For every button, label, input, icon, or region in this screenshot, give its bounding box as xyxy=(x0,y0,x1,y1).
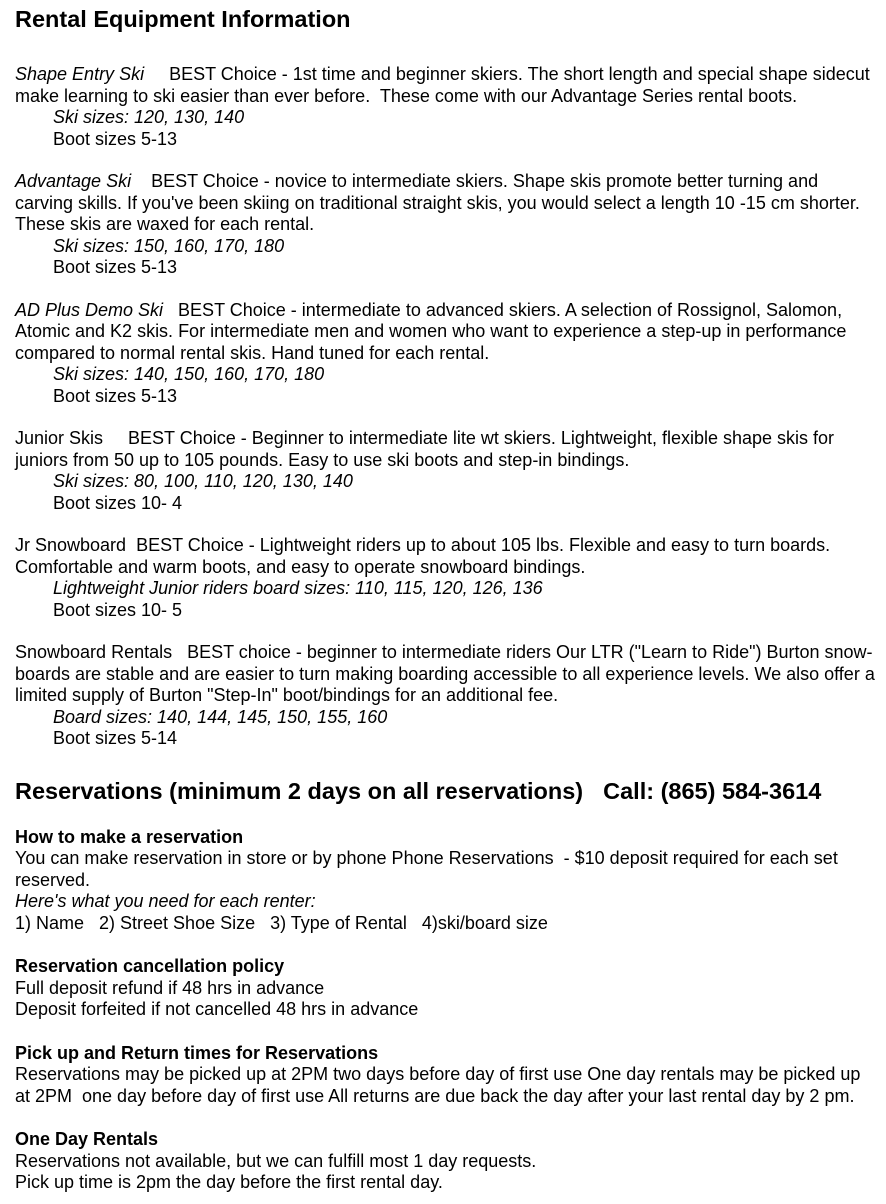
equipment-name: Jr Snowboard xyxy=(15,535,127,555)
equipment-ski-sizes: Ski sizes: 140, 150, 160, 170, 180 xyxy=(53,364,325,384)
equipment-section-ad-plus-demo-ski xyxy=(15,300,876,408)
equipment-boot-sizes: Boot sizes 5-14 xyxy=(53,728,178,748)
equipment-boot-sizes: Boot sizes 10- 5 xyxy=(53,599,183,620)
equipment-name: Junior Skis xyxy=(15,428,104,448)
equipment-paragraph xyxy=(15,428,876,471)
cancellation-line2: Deposit forfeited if not cancelled 48 hrs in advance xyxy=(15,999,419,1019)
one-day-line1: Reservations not available, but we can fulfill most 1 day requests. xyxy=(15,1150,537,1171)
how-to-body: You can make reservation in store or by phone Phone Reservations - $10 deposit required for each set reserved. xyxy=(15,848,843,890)
equipment-name: Snowboard Rentals xyxy=(15,642,173,662)
pickup-heading: Pick up and Return times for Reservations xyxy=(15,1042,379,1063)
equipment-description: BEST Choice - intermediate to advanced skiers. A selection of Rossignol, Salomon, Atomic and K2 skis. For intermediate men and women who want to experience a step-up in performance compared to normal rental skis. Hand tuned for each rental. xyxy=(15,299,852,363)
how-to-make-reservation-section xyxy=(15,827,876,935)
equipment-description: BEST Choice - Lightweight riders up to about 105 lbs. Flexible and easy to turn boards. Comfortable and warm boots, and easy to operate snowboard bindings. xyxy=(15,535,836,577)
equipment-boot-sizes: Boot sizes 10- 4 xyxy=(53,492,183,513)
equipment-section-jr-snowboard xyxy=(15,535,876,621)
equipment-description: BEST Choice - novice to intermediate skiers. Shape skis promote better turning and carving skills. If you've been skiing on traditional straight skis, you would select a length 10 -15 cm shorter. These skis are waxed for each rental. xyxy=(15,171,865,234)
equipment-paragraph xyxy=(15,300,876,365)
equipment-description: BEST choice - beginner to intermediate riders Our LTR ("Learn to Ride") Burton snow-boards are stable and are easier to turn making boarding accessible to all experience levels. We also offer a limited supply of Burton "Step-In" boot/bindings for an additional fee. xyxy=(15,642,880,705)
equipment-section-snowboard-rentals xyxy=(15,642,880,750)
equipment-paragraph xyxy=(15,64,876,107)
reservations-phone: Call: (865) 584-3614 xyxy=(603,777,822,804)
how-to-heading: How to make a reservation xyxy=(15,826,244,847)
reservations-heading xyxy=(15,777,876,805)
equipment-boot-sizes: Boot sizes 5-13 xyxy=(53,128,178,149)
equipment-name: Advantage Ski xyxy=(15,171,132,191)
pickup-body: Reservations may be picked up at 2PM two days before day of first use One day rentals may be picked up at 2PM one day before day of first use All returns are due back the day after your last rental day by 2 pm. xyxy=(15,1064,866,1106)
equipment-name: AD Plus Demo Ski xyxy=(15,299,164,320)
reservations-title: Reservations (minimum 2 days on all reservations) xyxy=(15,777,584,804)
how-to-items: 1) Name 2) Street Shoe Size 3) Type of Rental 4)ski/board size xyxy=(15,912,548,933)
equipment-boot-sizes: Boot sizes 5-13 xyxy=(53,257,178,277)
equipment-paragraph xyxy=(15,171,876,236)
equipment-description: BEST Choice - 1st time and beginner skiers. The short length and special shape sidecut make learning to ski easier than ever before. These come with our Advantage Series rental boots. xyxy=(15,64,875,106)
equipment-section-junior-skis xyxy=(15,428,876,514)
equipment-boot-sizes: Boot sizes 5-13 xyxy=(53,385,178,406)
pickup-return-times-section xyxy=(15,1043,876,1108)
equipment-board-sizes: Board sizes: 140, 144, 145, 150, 155, 160 xyxy=(53,706,388,727)
document xyxy=(15,6,880,1194)
cancellation-line1: Full deposit refund if 48 hrs in advance xyxy=(15,977,325,998)
one-day-rentals-section xyxy=(15,1129,876,1194)
equipment-ski-sizes: Ski sizes: 150, 160, 170, 180 xyxy=(53,235,285,256)
one-day-line2: Pick up time is 2pm the day before the first rental day. xyxy=(15,1172,443,1192)
one-day-heading: One Day Rentals xyxy=(15,1129,159,1149)
equipment-description: BEST Choice - Beginner to intermediate lite wt skiers. Lightweight, flexible shape skis for juniors from 50 up to 105 pounds. Easy to use ski boots and step-in bindings. xyxy=(15,428,840,470)
equipment-section-shape-entry-ski xyxy=(15,64,876,150)
equipment-paragraph xyxy=(15,642,880,707)
how-to-note: Here's what you need for each renter: xyxy=(15,891,316,911)
equipment-paragraph xyxy=(15,535,876,578)
equipment-name: Shape Entry Ski xyxy=(15,64,145,84)
equipment-ski-sizes: Ski sizes: 80, 100, 110, 120, 130, 140 xyxy=(53,471,353,491)
equipment-section-advantage-ski xyxy=(15,171,876,279)
cancellation-policy-section xyxy=(15,956,876,1021)
cancellation-heading: Reservation cancellation policy xyxy=(15,956,285,976)
page-title: Rental Equipment Information xyxy=(15,6,351,32)
equipment-board-sizes: Lightweight Junior riders board sizes: 110, 115, 120, 126, 136 xyxy=(53,578,543,598)
equipment-ski-sizes: Ski sizes: 120, 130, 140 xyxy=(53,107,245,127)
